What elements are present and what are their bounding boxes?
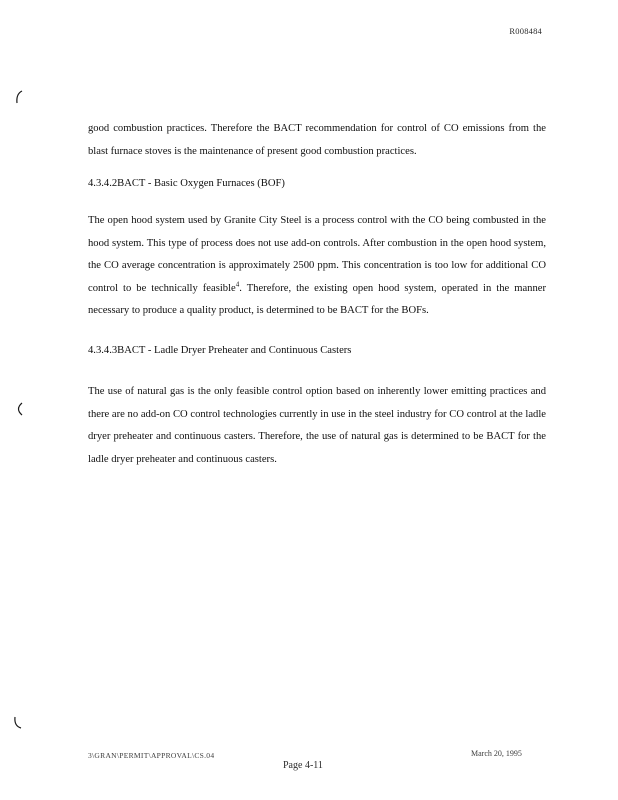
punch-hole-mark-icon	[12, 716, 22, 730]
footnote-marker: 4	[235, 279, 240, 288]
footer-date: March 20, 1995	[471, 749, 522, 758]
page-number: Page 4-11	[283, 760, 323, 771]
punch-hole-mark-icon	[14, 402, 24, 416]
paragraph-text: The open hood system used by Granite City Steel is a process control with the CO being combusted in the hood system. This type of process does not use add-on controls. After combustion in the open hood system, the CO average concentration is approximately 2500 ppm. This concentration is too low for additional CO control to be technically feasible	[88, 215, 546, 294]
section-heading-ladle-dryer: 4.3.4.3BACT - Ladle Dryer Preheater and Continuous Casters	[88, 345, 352, 356]
paragraph-text-continued: . Therefore, the existing open hood system, operated in the manner necessary to produce a quality product, is determined to be BACT for the BOFs.	[88, 282, 546, 316]
section-heading-bof: 4.3.4.2BACT - Basic Oxygen Furnaces (BOF)	[88, 178, 285, 189]
punch-hole-mark-icon	[14, 90, 24, 104]
paragraph-open-hood-system	[88, 210, 546, 323]
paragraph-combustion-practices: good combustion practices. Therefore the BACT recommendation for control of CO emissions from the blast furnace stoves is the maintenance of present good combustion practices.	[88, 123, 546, 157]
document-id: R008484	[509, 26, 542, 36]
footer-file-path: 3\GRAN\PERMIT\APPROVAL\CS.04	[88, 751, 215, 760]
paragraph-natural-gas: The use of natural gas is the only feasible control option based on inherently lower emitting practices and there are no add-on CO control technologies currently in use in the steel industry for CO control at the ladle dryer preheater and continuous casters. Therefore, the use of natural gas is determined to be BACT for the ladle dryer preheater and continuous casters.	[88, 386, 546, 465]
